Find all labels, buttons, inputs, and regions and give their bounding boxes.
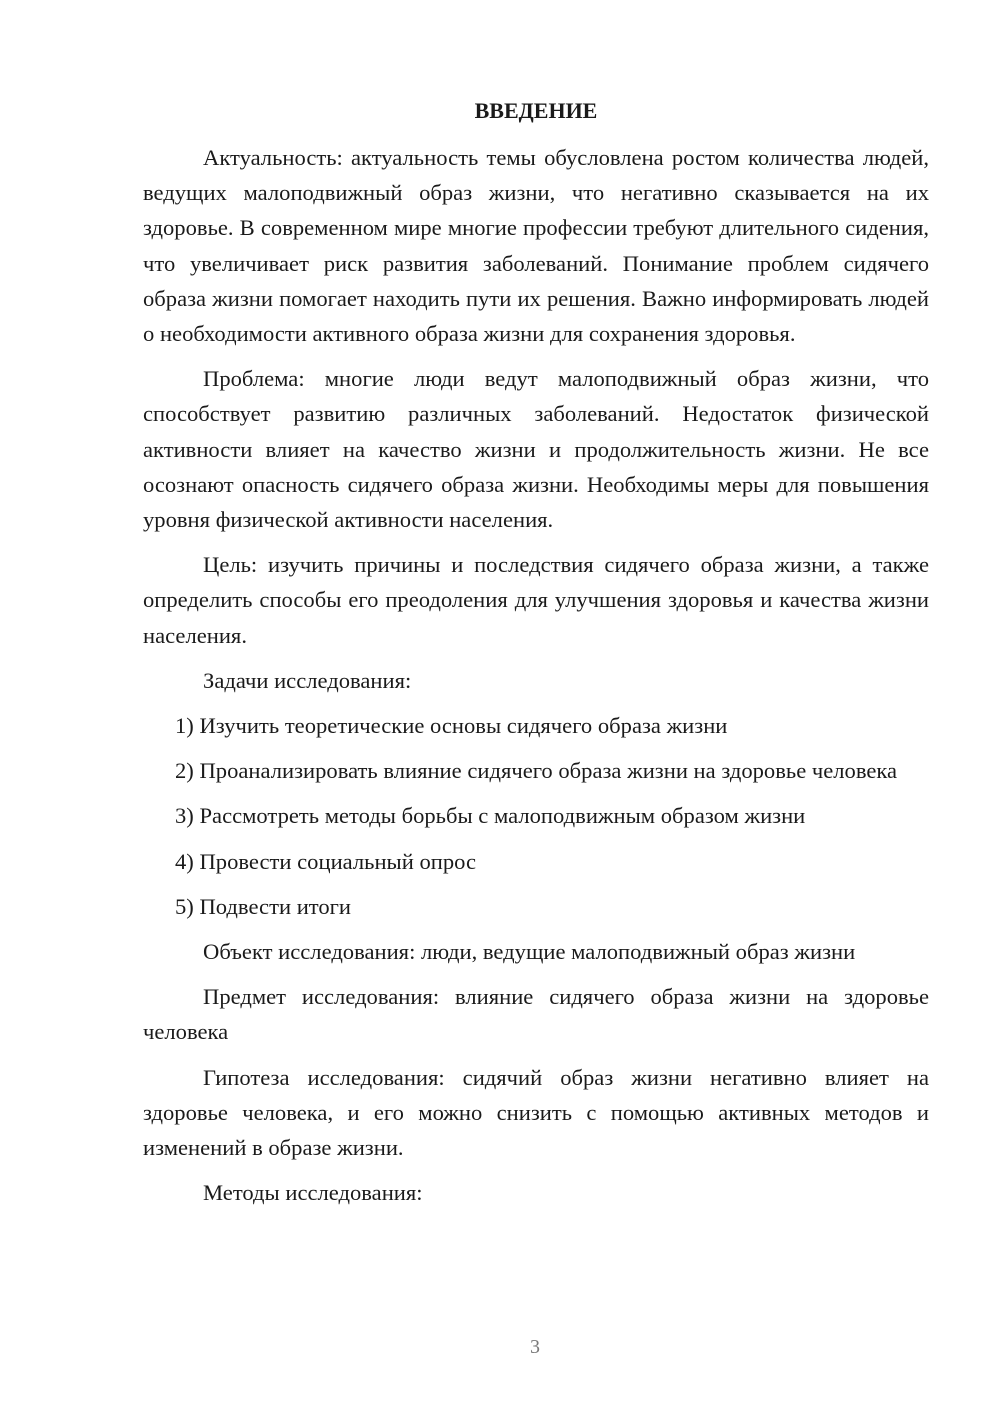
methods-label: Методы исследования: (203, 1180, 423, 1206)
tasks-label: Задачи исследования: (203, 667, 412, 693)
subject-paragraph: Предмет исследования: влияние сидячего образа жизни на здоровье человека (143, 984, 929, 1045)
task-item-3: 3) Рассмотреть методы борьбы с малоподвижным образом жизни (175, 803, 806, 829)
page-number: 3 (530, 1336, 540, 1358)
page-content (143, 93, 929, 1220)
relevance-paragraph: Актуальность: актуальность темы обусловлена ростом количества людей, ведущих малоподвижный образ жизни, что негативно сказывается на их здоровье. В современном мире многие профессии требуют длительного сидения, что увеличивает риск развития заболеваний. Понимание проблем сидячего образа жизни помогает находить пути их решения. Важно информировать людей о необходимости активного образа жизни для сохранения здоровья. (143, 145, 929, 347)
section-heading: ВВЕДЕНИЕ (474, 98, 598, 123)
task-item-5: 5) Подвести итоги (175, 893, 352, 919)
task-item-4: 4) Провести социальный опрос (175, 848, 477, 874)
object-paragraph: Объект исследования: люди, ведущие малоподвижный образ жизни (203, 939, 856, 965)
goal-paragraph: Цель: изучить причины и последствия сидячего образа жизни, а также определить способы его преодоления для улучшения здоровья и качества жизни населения. (143, 552, 929, 648)
problem-paragraph: Проблема: многие люди ведут малоподвижный образ жизни, что способствует развитию различных заболеваний. Недостаток физической активности влияет на качество жизни и продолжительность жизни. Не все осознают опасность сидячего образа жизни. Необходимы меры для повышения уровня физической активности населения. (143, 366, 929, 533)
task-item-1: 1) Изучить теоретические основы сидячего образа жизни (175, 713, 728, 739)
hypothesis-paragraph: Гипотеза исследования: сидячий образ жизни негативно влияет на здоровье человека, и его можно снизить с помощью активных методов и изменений в образе жизни. (143, 1064, 929, 1161)
task-item-2: 2) Проанализировать влияние сидячего образа жизни на здоровье человека (175, 758, 898, 784)
